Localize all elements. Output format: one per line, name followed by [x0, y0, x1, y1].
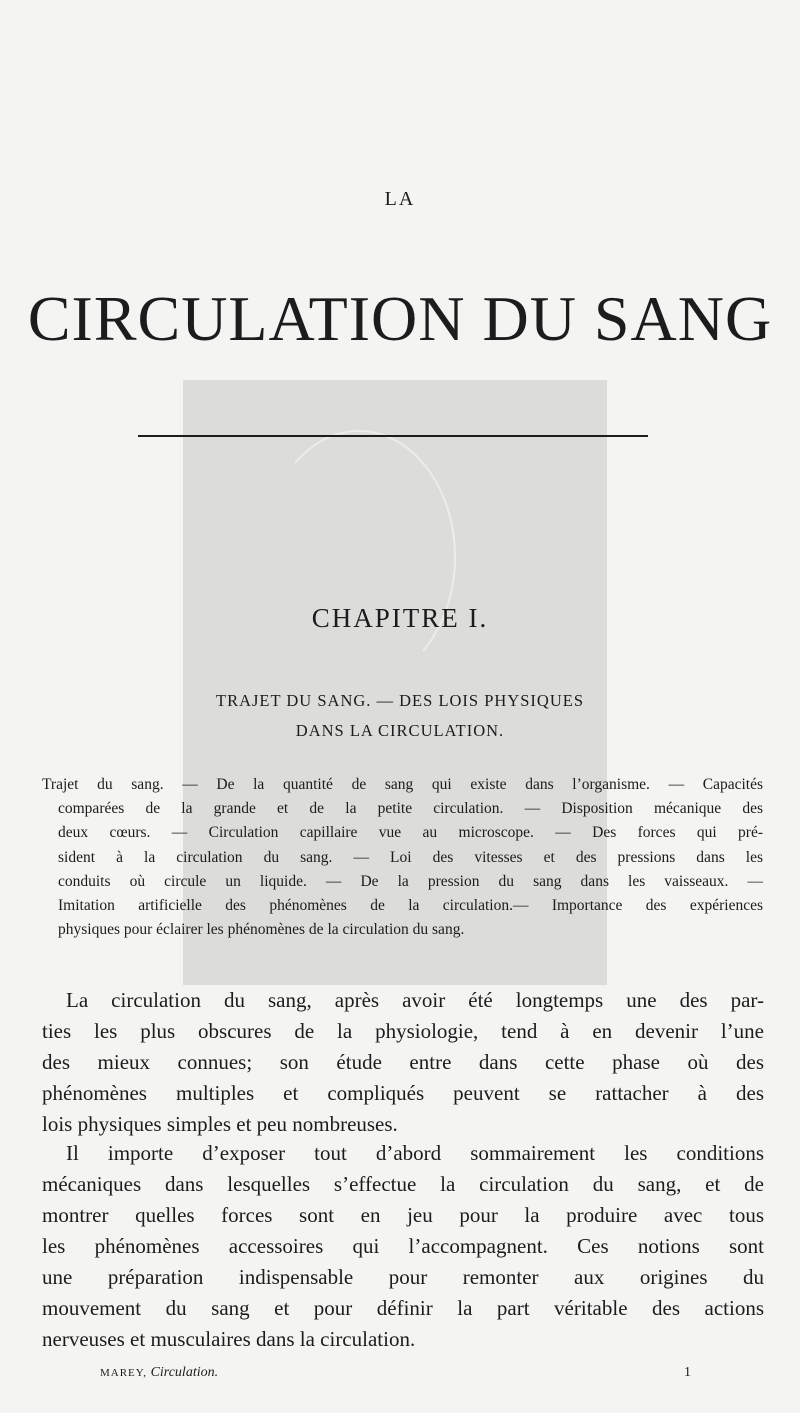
summary-line: deux cœurs. — Circulation capillaire vue au microscope. — Des forces qui pré- [58, 824, 763, 842]
body-paragraph-1 [42, 985, 764, 1140]
summary-line: Trajet du sang. — De la quantité de sang qui existe dans l’organisme. — Capacités [42, 776, 763, 793]
chapter-subtitle-line: DANS LA CIRCULATION. [295, 721, 505, 740]
summary-line: sident à la circulation du sang. — Loi des vitesses et des pressions dans les [58, 848, 763, 866]
chapter-subtitle-line: TRAJET DU SANG. — DES LOIS PHYSIQUES [215, 691, 584, 710]
body-line: mécaniques dans lesquelles s’effectue la circulation du sang, et de [42, 1172, 764, 1196]
main-title: CIRCULATION DU SANG [27, 283, 773, 354]
summary-line: Imitation artificielle des phénomènes de la circulation.— Importance des expériences [58, 897, 763, 915]
body-line: montrer quelles forces sont en jeu pour la produire avec tous [42, 1203, 764, 1227]
half-title: LA [384, 188, 416, 210]
body-line: les phénomènes accessoires qui l’accompagnent. Ces notions sont [42, 1234, 764, 1258]
body-line: une préparation indispensable pour remonter aux origines du [42, 1265, 764, 1289]
page-number: 1 [684, 1365, 691, 1380]
summary-line: conduits où circule un liquide. — De la pression du sang dans les vaisseaux. — [58, 872, 763, 890]
body-line: lois physiques simples et peu nombreuses. [42, 1112, 398, 1136]
footer-author: MAREY, [100, 1367, 148, 1379]
summary-line: physiques pour éclairer les phénomènes de la circulation du sang. [58, 921, 465, 939]
chapter-heading: CHAPITRE I. [311, 603, 489, 633]
running-footer [100, 1365, 218, 1381]
footer-work-title: Circulation. [150, 1365, 219, 1380]
bleed-through-arc [262, 430, 456, 684]
body-line: phénomènes multiples et compliqués peuvent se rattacher à des [42, 1081, 764, 1105]
chapter-subtitle [0, 686, 800, 746]
title-rule [138, 435, 648, 437]
body-line: Il importe d’exposer tout d’abord sommairement les conditions [66, 1141, 764, 1165]
summary-line: comparées de la grande et de la petite circulation. — Disposition mécanique des [58, 800, 763, 818]
body-line: des mieux connues; son étude entre dans cette phase où des [42, 1050, 764, 1074]
body-paragraph-2 [42, 1138, 764, 1355]
chapter-summary [42, 773, 763, 942]
body-line: ties les plus obscures de la physiologie, tend à en devenir l’une [42, 1019, 764, 1043]
body-line: mouvement du sang et pour définir la part véritable des actions [42, 1296, 764, 1320]
body-line: La circulation du sang, après avoir été longtemps une des par- [66, 988, 764, 1012]
body-line: nerveuses et musculaires dans la circulation. [42, 1327, 416, 1351]
